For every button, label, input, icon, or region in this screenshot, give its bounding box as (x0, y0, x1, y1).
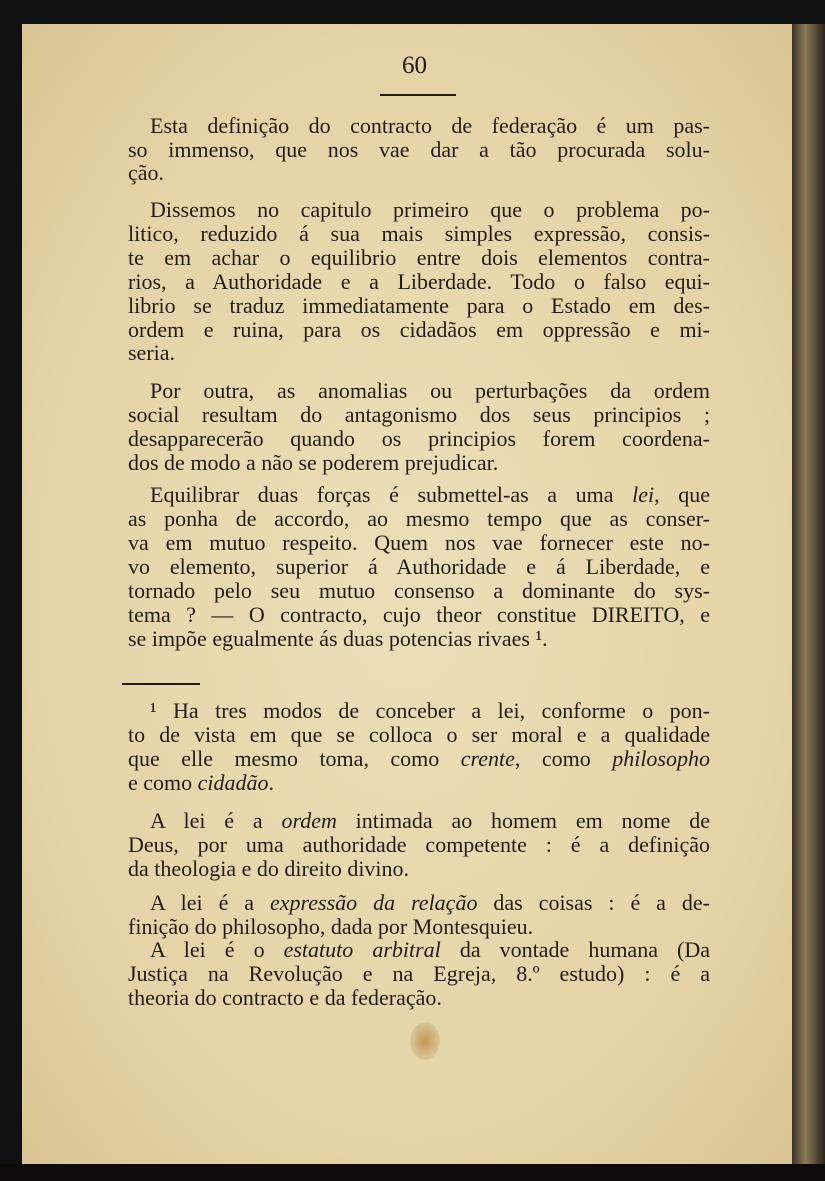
italic-text: lei (632, 482, 655, 507)
text-run: ção. (128, 160, 165, 185)
body-line (150, 114, 710, 138)
paper-stain (410, 1022, 440, 1060)
text-run: dos de modo a não se poderem prejudicar. (128, 450, 499, 475)
footnote-line (150, 809, 710, 833)
text-run: da theologia e do direito divino. (128, 856, 410, 881)
italic-text: expressão da relação (270, 890, 478, 915)
text-run: A lei é a (150, 808, 282, 833)
body-line (150, 379, 710, 403)
text-run: va em mutuo respeito. Quem nos vae fornecer este no- (128, 530, 710, 555)
text-run: seria. (128, 340, 176, 365)
body-line (128, 341, 710, 365)
text-run: Dissemos no capitulo primeiro que o problema po- (150, 197, 710, 222)
text-run: theoria do contracto e da federação. (128, 985, 442, 1010)
body-line (128, 270, 710, 294)
text-run: Deus, por uma authoridade competente : é a definição (128, 832, 710, 857)
body-line (128, 507, 710, 531)
body-line (128, 294, 710, 318)
text-run: Esta definição do contracto de federação é um pas- (150, 113, 710, 138)
italic-text: ordem (281, 808, 337, 833)
body-line (128, 138, 710, 162)
footnote-line (128, 771, 710, 795)
italic-text: crente (460, 746, 515, 771)
text-run: A lei é a (150, 890, 270, 915)
footnote-line (128, 915, 710, 939)
footnote-line (128, 986, 710, 1010)
body-line (150, 198, 710, 222)
body-line (150, 483, 710, 507)
text-run: Justiça na Revolução e na Egreja, 8.º estudo) : é a (128, 961, 710, 986)
text-run: que elle mesmo toma, como (128, 746, 461, 771)
text-run: rios, a Authoridade e a Liberdade. Todo o falso equi- (128, 269, 710, 294)
text-run: social resultam do antagonismo dos seus principios ; (128, 402, 710, 427)
body-line (128, 161, 710, 185)
italic-text: estatuto arbitral (283, 937, 441, 962)
body-line (128, 603, 710, 627)
text-run: ordem e ruina, para os cidadãos em oppressão e mi- (128, 317, 710, 342)
text-run: finição do philosopho, dada por Montesquieu. (128, 914, 534, 939)
text-run: ¹ Ha tres modos de conceber a lei, conforme o pon- (150, 698, 710, 723)
body-line (128, 403, 710, 427)
text-run: das coisas : é a de- (477, 890, 710, 915)
footnote-line (128, 833, 710, 857)
text-run: librio se traduz immediatamente para o Estado em des- (128, 293, 710, 318)
body-line (128, 451, 710, 475)
text-run: da vontade humana (Da (440, 937, 710, 962)
footnote-line (150, 699, 710, 723)
text-run: litico, reduzido á sua mais simples expressão, consis- (128, 221, 710, 246)
page-edge-shadow (792, 24, 825, 1164)
text-run: intimada ao homem em nome de (336, 808, 710, 833)
text-run: tornado pelo seu mutuo consenso a dominante do sys- (128, 578, 710, 603)
footnote-line (128, 962, 710, 986)
body-line (128, 427, 710, 451)
text-run: se impõe egualmente ás duas potencias rivaes ¹. (128, 626, 548, 651)
footnote-line (128, 723, 710, 747)
body-line (128, 627, 710, 651)
text-run: tema ? — O contracto, cujo theor constitue DIREITO, e (128, 602, 710, 627)
text-run: as ponha de accordo, ao mesmo tempo que as conser- (128, 506, 710, 531)
footnote-line (150, 938, 710, 962)
footnote-rule (122, 683, 200, 685)
text-run: vo elemento, superior á Authoridade e á Liberdade, e (128, 554, 710, 579)
footnote-line (150, 891, 710, 915)
text-run: , como (514, 746, 613, 771)
text-run: te em achar o equilibrio entre dois elementos contra- (128, 245, 710, 270)
body-line (128, 531, 710, 555)
body-line (128, 318, 710, 342)
text-run: Por outra, as anomalias ou perturbações da ordem (150, 378, 710, 403)
text-run: Equilibrar duas forças é submettel-as a uma (150, 482, 633, 507)
text-run: so immenso, que nos vae dar a tão procurada solu- (128, 137, 710, 162)
body-line (128, 222, 710, 246)
header-rule (380, 94, 456, 96)
italic-text: philosopho (612, 746, 710, 771)
body-line (128, 555, 710, 579)
text-run: to de vista em que se colloca o ser moral e a qualidade (128, 722, 710, 747)
footnote-line (128, 747, 710, 771)
text-run: . (268, 770, 275, 795)
body-line (128, 246, 710, 270)
text-run: e como (128, 770, 198, 795)
text-run: desapparecerão quando os principios forem coordena- (128, 426, 710, 451)
italic-text: cidadão (197, 770, 269, 795)
scan-border (0, 1164, 825, 1181)
text-run: , que (654, 482, 710, 507)
footnote-line (128, 857, 710, 881)
page-number: 60 (402, 52, 427, 79)
text-run: A lei é o (150, 937, 284, 962)
body-line (128, 579, 710, 603)
